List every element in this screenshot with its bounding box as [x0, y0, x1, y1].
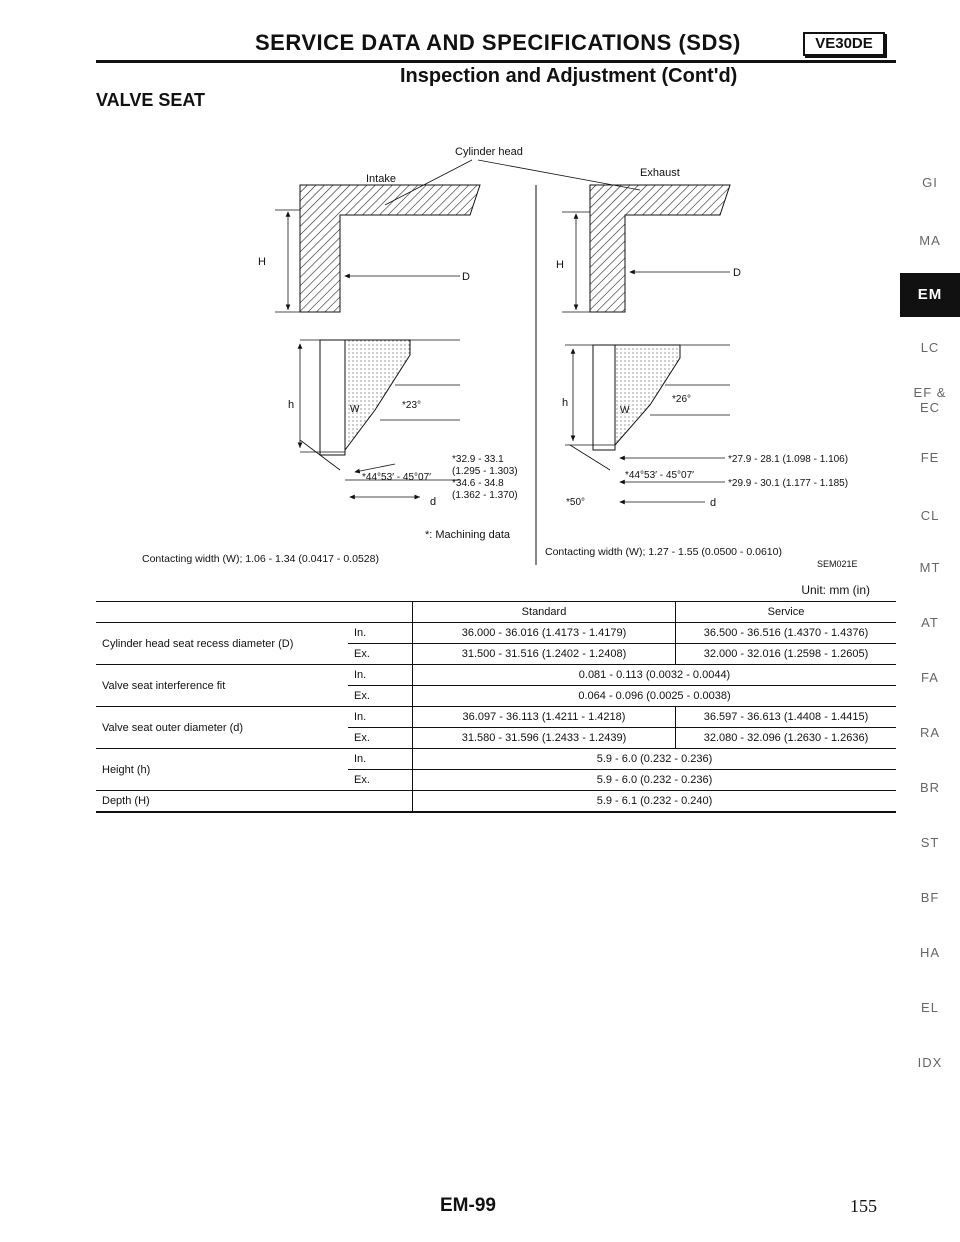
page-number: 155 [850, 1196, 877, 1216]
section-title: VALVE SEAT [96, 90, 206, 110]
row-side: Ex. [348, 644, 413, 665]
dim-d-label: d [430, 496, 437, 508]
cell-value: 0.081 - 0.113 (0.0032 - 0.0044) [413, 665, 897, 686]
section-tab-fe[interactable]: FE [920, 450, 940, 465]
section-tab-bf[interactable]: BF [920, 890, 940, 905]
cell-value: 5.9 - 6.0 (0.232 - 0.236) [413, 770, 897, 791]
cell-value: 5.9 - 6.1 (0.232 - 0.240) [413, 791, 897, 813]
cell-service: 32.000 - 32.016 (1.2598 - 1.2605) [676, 644, 897, 665]
exhaust-angle-bottom: *50° [566, 497, 586, 508]
intake-label: Intake [366, 173, 396, 185]
table-row [96, 623, 896, 644]
exhaust-angle-top: *26° [672, 394, 692, 405]
row-side: Ex. [348, 770, 413, 791]
intake-dim2-in: (1.362 - 1.370) [452, 490, 518, 501]
exhaust-head-section [562, 185, 730, 312]
row-label: Depth (H) [96, 791, 348, 813]
table-header-row [96, 602, 896, 623]
cell-service: 32.080 - 32.096 (1.2630 - 1.2636) [676, 728, 897, 749]
table-row [96, 749, 896, 770]
row-side: In. [348, 749, 413, 770]
row-side: Ex. [348, 728, 413, 749]
section-tab-mt[interactable]: MT [919, 560, 941, 575]
exhaust-dim2: *29.9 - 30.1 (1.177 - 1.185) [728, 478, 849, 489]
figure-code: SEM021E [817, 559, 858, 569]
valve-seat-diagram [0, 0, 960, 600]
dim-D-label: D [462, 271, 470, 283]
cell-value: 0.064 - 0.096 (0.0025 - 0.0038) [413, 686, 897, 707]
exhaust-dim1: *27.9 - 28.1 (1.098 - 1.106) [728, 454, 849, 465]
section-tab-cl[interactable]: CL [920, 508, 940, 523]
table-row [96, 707, 896, 728]
section-tab-idx[interactable]: IDX [917, 1055, 943, 1070]
row-side: In. [348, 707, 413, 728]
cell-standard: 31.500 - 31.516 (1.2402 - 1.2408) [413, 644, 676, 665]
intake-dim1-in: (1.295 - 1.303) [452, 466, 518, 477]
exhaust-seat-angle: *44°53′ - 45°07′ [625, 470, 695, 481]
row-side: In. [348, 623, 413, 644]
page-subtitle: Inspection and Adjustment (Cont'd) [400, 65, 738, 87]
intake-contact-width: Contacting width (W); 1.06 - 1.34 (0.0417 - 0.0528) [142, 553, 379, 565]
section-tab-lc[interactable]: LC [920, 340, 940, 355]
page-header-title: SERVICE DATA AND SPECIFICATIONS (SDS) [255, 30, 741, 55]
engine-badge: VE30DE [803, 32, 885, 56]
row-side: In. [348, 665, 413, 686]
intake-seat-angle: *44°53′ - 45°07′ [362, 472, 432, 483]
intake-dim2: *34.6 - 34.8 [452, 478, 504, 489]
intake-angle-top: *23° [402, 400, 422, 411]
dim-H-label: H [258, 256, 266, 268]
dim-h-label: h [562, 397, 569, 409]
col-standard: Standard [413, 602, 676, 623]
intake-dim1: *32.9 - 33.1 [452, 454, 504, 465]
machining-note: *: Machining data [425, 529, 510, 541]
exhaust-contact-width: Contacting width (W); 1.27 - 1.55 (0.0500 - 0.0610) [545, 546, 782, 558]
dim-W-label: W [350, 404, 360, 415]
section-tab-ma[interactable]: MA [919, 233, 941, 248]
cell-standard: 36.000 - 36.016 (1.4173 - 1.4179) [413, 623, 676, 644]
section-tab-ha[interactable]: HA [919, 945, 941, 960]
section-tab-ef-ec[interactable]: EF & EC [913, 385, 947, 415]
section-tab-em[interactable]: EM [900, 273, 960, 317]
cell-standard: 31.580 - 31.596 (1.2433 - 1.2439) [413, 728, 676, 749]
cell-service: 36.597 - 36.613 (1.4408 - 1.4415) [676, 707, 897, 728]
section-tab-br[interactable]: BR [919, 780, 941, 795]
row-label: Cylinder head seat recess diameter (D) [96, 623, 348, 665]
row-label: Valve seat outer diameter (d) [96, 707, 348, 749]
table-row [96, 665, 896, 686]
intake-head-section [275, 185, 480, 312]
dim-h-label: h [288, 399, 295, 411]
page-code: EM-99 [440, 1195, 496, 1216]
section-tab-gi[interactable]: GI [922, 175, 938, 190]
dim-H-label: H [556, 259, 564, 271]
row-side: Ex. [348, 686, 413, 707]
section-tab-st[interactable]: ST [920, 835, 940, 850]
valve-seat-spec-table [96, 601, 896, 813]
section-tab-fa[interactable]: FA [921, 670, 939, 685]
cell-standard: 36.097 - 36.113 (1.4211 - 1.4218) [413, 707, 676, 728]
section-tab-at[interactable]: AT [921, 615, 939, 630]
dim-D-label: D [733, 267, 741, 279]
section-tab-ra[interactable]: RA [919, 725, 941, 740]
dim-W-label: W [620, 405, 630, 416]
cell-service: 36.500 - 36.516 (1.4370 - 1.4376) [676, 623, 897, 644]
exhaust-label: Exhaust [640, 167, 680, 179]
unit-note: Unit: mm (in) [801, 583, 870, 597]
dim-d-label: d [710, 497, 717, 509]
row-label: Valve seat interference fit [96, 665, 348, 707]
cell-value: 5.9 - 6.0 (0.232 - 0.236) [413, 749, 897, 770]
section-tab-el[interactable]: EL [921, 1000, 939, 1015]
row-label: Height (h) [96, 749, 348, 791]
col-service: Service [676, 602, 897, 623]
cylinder-head-label: Cylinder head [455, 146, 523, 158]
table-row [96, 791, 896, 813]
